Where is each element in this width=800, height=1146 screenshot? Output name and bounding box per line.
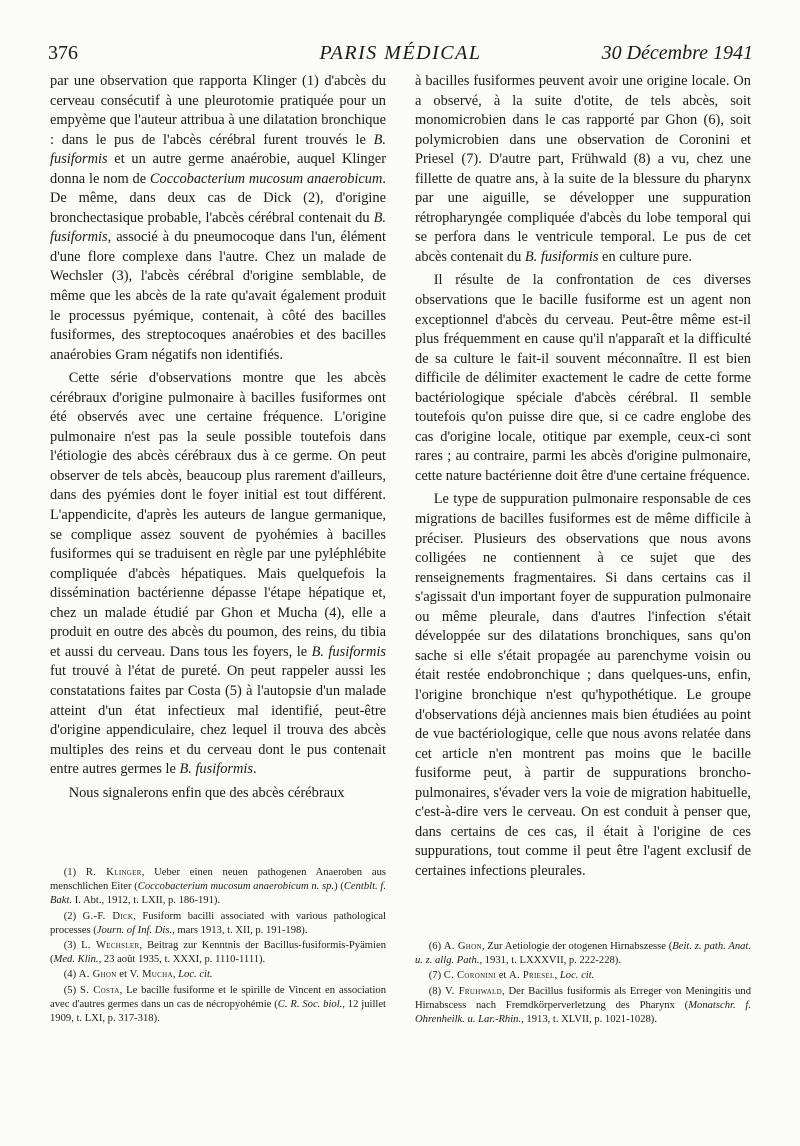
- right-paragraph-1: à bacilles fusiformes peuvent avoir une origine locale. On a observé, à la suite d'otite, de tels abcès, soit monomicrobien dans le cas rapporté par Ghon (6), soit polymicrobien dans une observation de Coronini et Priesel (7). D'autre part, Frühwald (8) a vu, chez une fillette de quatre ans, à la suite de la blessure du pharynx par une aiguille, se développer une suppuration rétropharyngée compliquée d'abcès du lobe temporal qui se perfora dans le ventricule temporal. Le pus de cet abcès contenait du B. fusiformis en culture pure.: [415, 73, 751, 265]
- footnote: (8) V. Fruhwald, Der Bacillus fusiformis als Erreger von Meningitis und Hirnabscess nach Fremdkörperverletzung des Pharynx (Monatschr. f. Ohrenheilk. u. Lar.-Rhin., 1913, t. XLVII, p. 1021-1028).: [415, 985, 751, 1026]
- right-paragraph-2: Il résulte de la confrontation de ces diverses observations que le bacille fusiforme est un agent non exceptionnel d'abcès du cerveau. Peut-être même est-il plus fréquemment en cause qu'il n'apparaît et la difficulté de sa culture le fait-il souvent méconnaître. Il est bien difficile de délimiter exactement le cadre de cette forme bactériologique spéciale d'abcès cérébral. Il semble toutefois qu'on puisse dire que, si ce cadre englobe des cas d'origine locale, otitique par exemple, ceux-ci sont rares ; au contraire, parmi les abcès d'origine pulmonaire, cette nature bactérienne doit être d'une certaine fréquence.: [415, 272, 751, 484]
- left-paragraph-1: par une observation que rapporta Klinger (1) d'abcès du cerveau consécutif à une pleurotomie pratiquée pour un empyème que l'auteur attribua à une dilatation bronchique : dans le pus de l'abcès cérébral furent trouvés le B. fusiformis et un autre germe anaérobie, auquel Klinger donna le nom de Coccobacterium mucosum anaerobicum. De même, dans deux cas de Dick (2), d'origine bronchectasique probable, l'abcès cérébral contenait du B. fusiformis, associé à du pneumocoque dans l'un, élément d'une flore complexe dans l'autre. Chez un malade de Wechsler (3), l'abcès cérébral d'origine semblable, de même que les abcès de la rate qu'avait également produit le processus pyémique, contenait, à côté des bacilles fusiformes, des streptocoques anaérobies et des bacilles anaérobies Gram négatifs non identifiés.: [50, 73, 386, 363]
- footnote: (5) S. Costa, Le bacille fusiforme et le spirille de Vincent en association avec d'autres germes dans un cas de nécropyohémie (C. R. Soc. biol., 12 juillet 1909, t. LXI, p. 317-318).: [50, 984, 386, 1025]
- page-number: 376: [48, 42, 78, 64]
- right-column: [415, 72, 751, 881]
- footnotes-right: [415, 940, 751, 1028]
- footnotes-left: [50, 866, 386, 1027]
- footnote: (2) G.-F. Dick, Fusiform bacilli associated with various pathological processes (Journ. of Inf. Dis., mars 1913, t. XII, p. 191-198).: [50, 910, 386, 936]
- left-column: [50, 72, 386, 803]
- left-paragraph-2: Cette série d'observations montre que les abcès cérébraux d'origine pulmonaire à bacilles fusiformes ont été observés avec une certaine fréquence. L'origine pulmonaire n'est pas la seule possible toutefois dans l'étiologie des abcès cérébraux dus à ce germe. On peut observer de tels abcès, beaucoup plus rarement d'ailleurs, dans des pyémies dont le foyer initial est tout différent. L'appendicite, d'après les auteurs de langue germanique, se complique assez souvent de pyohémies à bacilles fusiformes qui se traduisent en règle par une pyléphlébite compliquée d'abcès hépatiques. Mais quelquefois la dissémination bactérienne dépasse l'étape hépatique et, chez un malade étudié par Ghon et Mucha (4), elle a produit en outre des abcès du poumon, des reins, du tibia et aussi du cerveau. Dans tous les foyers, le B. fusiformis fut trouvé à l'état de pureté. On peut rappeler aussi les constatations faites par Costa (5) à l'autopsie d'un malade atteint d'un état infectieux mal identifié, peut-être d'origine appendiculaire, chez lequel il trouva des abcès multiples des reins et du cerveau dont le pus contenait entre autres germes le B. fusiformis.: [50, 370, 387, 778]
- footnote: (7) C. Coronini et A. Priesel, Loc. cit.: [428, 970, 595, 982]
- footnote: (3) L. Wechsler, Beitrag zur Kenntnis der Bacillus-fusiformis-Pyämien (Med. Klin., 23 août 1935, t. XXXI, p. 1110-1111).: [50, 940, 386, 966]
- footnote: (4) A. Ghon et V. Mucha, Loc. cit.: [63, 969, 213, 981]
- footnote: (6) A. Ghon, Zur Aetiologie der otogenen Hirnabszesse (Beit. z. path. Anat. u. z. allg. Path., 1931, t. LXXXVII, p. 222-228).: [415, 941, 752, 967]
- left-paragraph-3: Nous signalerons enfin que des abcès cérébraux: [68, 784, 345, 801]
- journal-title: PARIS MÉDICAL: [319, 42, 482, 64]
- issue-date: 30 Décembre 1941: [601, 42, 753, 64]
- footnote: (1) R. Klinger, Ueber einen neuen pathogenen Anaeroben aus menschlichen Eiter (Coccobacterium mucosum anaerobicum n. sp.) (Centblt. f. Bakt. I. Abt., 1912, t. LXII, p. 186-191).: [50, 867, 386, 907]
- page-header: [48, 40, 753, 70]
- right-paragraph-3: Le type de suppuration pulmonaire responsable de ces migrations de bacilles fusiformes est de même difficile à préciser. Plusieurs des observations que nous avons colligées ne contiennent à ce sujet que des renseignements fragmentaires. Si dans certains cas il s'agissait d'un important foyer de suppuration pulmonaire ou même pleurale, dans d'autres l'infection s'était développée sur des dilatations bronchiques, sans qu'on sache si elle s'était propagée au parenchyme voisin ou était restée endobronchique ; dans quelques-uns, enfin, l'origine bronchique n'est qu'hypothétique. Le groupe d'observations déjà anciennes mais bien étudiées au point de vue bactériologique, celle que nous avons relatée dans cet article n'en montrent pas moins que le bacille fusiforme peut, à partir de suppurations broncho-pulmonaires, s'évader vers la voie de migration habituelle, c'est-à-dire vers le cerveau. On est conduit à penser que, dans certains de ces cas, il était à l'origine de ces suppurations, tout comme il peut être l'agent exclusif de certaines infections pleurales.: [415, 491, 751, 879]
